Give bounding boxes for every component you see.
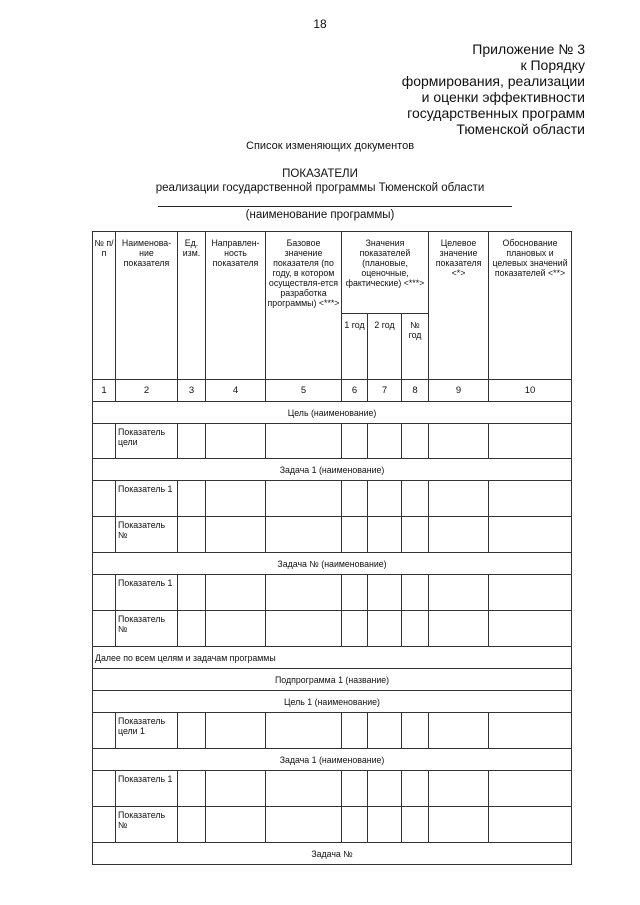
column-number: 5 [266,380,342,402]
header-direction: Направлен-ность показателя [206,232,266,380]
indicator-cell: Показатель № [116,517,178,553]
header-year-n: № год [402,314,429,380]
indicators-table [92,231,572,865]
indicator-cell: Показатель 1 [116,575,178,611]
indicator-cell: Показатель 1 [116,771,178,807]
header-values: Значения показателей (плановые, оценочные, фактические) <***> [342,232,429,314]
task-row: Задача 1 (наименование) [93,459,572,481]
task-row: Задача № [93,843,572,865]
column-number: 1 [93,380,116,402]
indicator-cell: Показатель цели [116,424,178,459]
appendix-line: государственных программ [407,105,585,121]
further-note-row: Далее по всем целям и задачам программы [93,647,572,669]
column-number: 6 [342,380,368,402]
column-number: 3 [178,380,206,402]
header-year-2: 2 год [368,314,402,380]
indicator-cell: Показатель 1 [116,481,178,517]
header-justification: Обоснование плановых и целевых значений показателей <**> [489,232,572,380]
goal-row: Цель (наименование) [93,402,572,424]
header-num: № п/п [93,232,116,380]
changing-documents-title: Список изменяющих документов [246,140,415,152]
document-title: ПОКАЗАТЕЛИ [282,168,358,180]
appendix-line: к Порядку [520,57,585,73]
appendix-line: и оценки эффективности [421,89,585,105]
goal-row: Цель 1 (наименование) [93,691,572,713]
column-number: 2 [116,380,178,402]
document-subtitle: реализации государственной программы Тюменской области [155,182,485,194]
page-number: 18 [313,17,327,31]
column-number: 10 [489,380,572,402]
task-row: Задача 1 (наименование) [93,749,572,771]
indicator-cell: Показатель цели 1 [116,713,178,749]
column-number: 4 [206,380,266,402]
indicator-cell: Показатель № [116,807,178,843]
column-number: 9 [429,380,489,402]
appendix-line: Приложение № 3 [472,41,585,57]
appendix-block [402,41,585,137]
column-number: 8 [402,380,429,402]
task-row: Задача № (наименование) [93,553,572,575]
header-unit: Ед. изм. [178,232,206,380]
column-number: 7 [368,380,402,402]
appendix-line: формирования, реализации [401,73,585,89]
header-base: Базовое значение показателя (по году, в котором осуществля-ется разработка программы) <***> [266,232,342,380]
subprogram-row: Подпрограмма 1 (название) [93,669,572,691]
indicator-cell: Показатель № [116,611,178,647]
header-year-1: 1 год [342,314,368,380]
appendix-line: Тюменской области [456,121,585,137]
header-target: Целевое значение показателя <*> [429,232,489,380]
program-name-caption: (наименование программы) [245,209,395,221]
program-name-underline [158,206,512,207]
header-name: Наименова-ние показателя [116,232,178,380]
